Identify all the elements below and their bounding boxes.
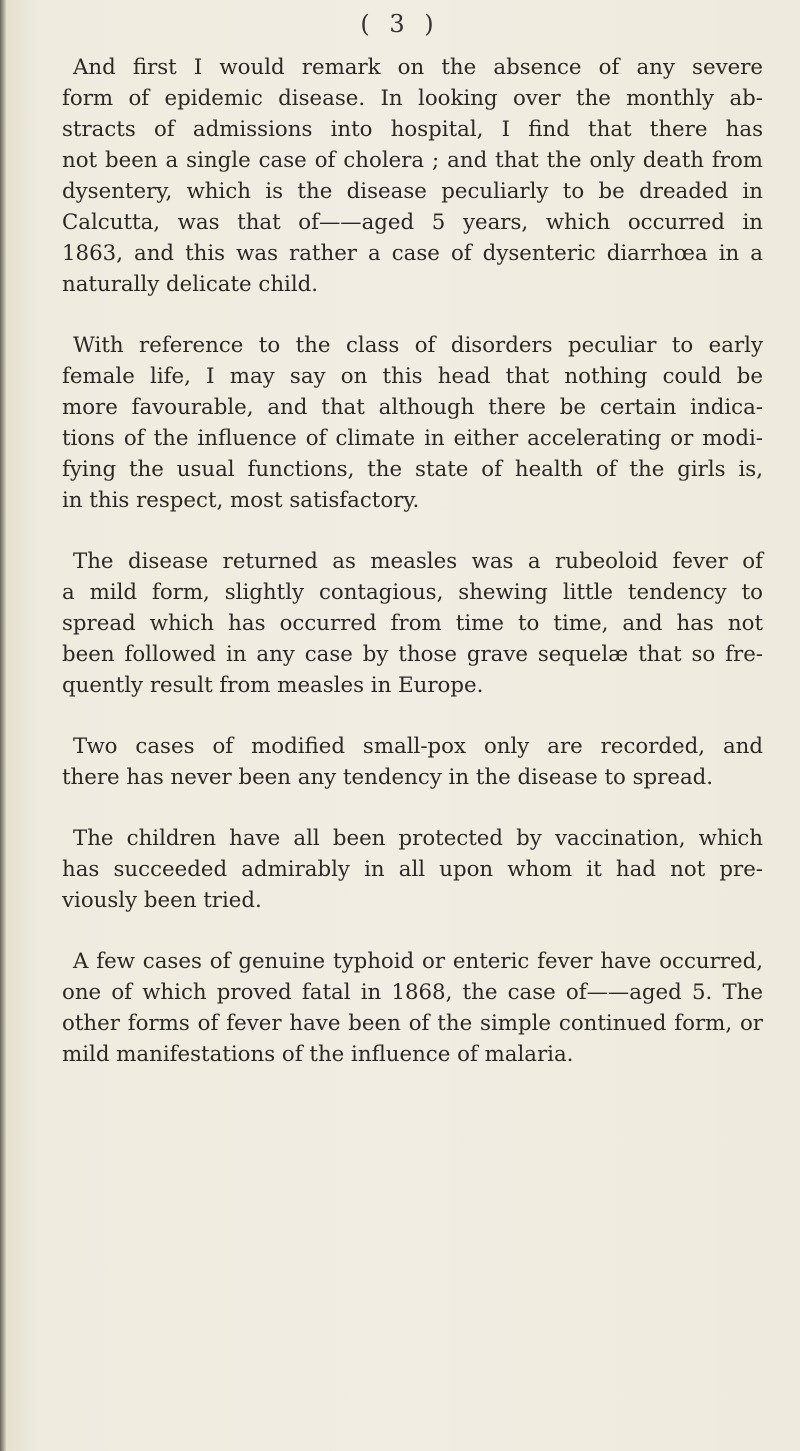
text-line: one of which proved fatal in 1868, the case of——aged 5. The xyxy=(62,980,763,1005)
text-line: And first I would remark on the absence of any severe xyxy=(73,55,763,80)
text-line: Two cases of modified small-pox only are recorded, and xyxy=(73,734,763,759)
book-spine-shadow xyxy=(0,0,6,1451)
paragraph-epidemic-disease xyxy=(62,52,763,300)
text-line: a mild form, slightly contagious, shewing little tendency to xyxy=(62,580,763,605)
text-line: been followed in any case by those grave sequelæ that so fre- xyxy=(62,642,763,667)
text-line: 1863, and this was rather a case of dysenteric diarrhœa in a xyxy=(62,241,763,266)
text-line: more favourable, and that although there be certain indica- xyxy=(62,395,763,420)
text-line: in this respect, most satisfactory. xyxy=(62,488,420,513)
text-line: not been a single case of cholera ; and that the only death from xyxy=(62,148,763,173)
paragraph-female-disorders xyxy=(62,330,763,516)
page-number: ( 3 ) xyxy=(360,10,440,38)
text-line: The children have all been protected by vaccination, which xyxy=(73,826,763,851)
text-line: quently result from measles in Europe. xyxy=(62,673,484,698)
text-line: Calcutta, was that of——aged 5 years, which occurred in xyxy=(62,210,763,235)
text-line: fying the usual functions, the state of health of the girls is, xyxy=(62,457,763,482)
text-line: tions of the influence of climate in either accelerating or modi- xyxy=(62,426,763,451)
body-text xyxy=(62,52,763,1100)
paragraph-vaccination xyxy=(62,823,763,916)
text-line: With reference to the class of disorders peculiar to early xyxy=(73,333,763,358)
paragraph-small-pox xyxy=(62,731,763,793)
text-line: A few cases of genuine typhoid or enteric fever have occurred, xyxy=(73,949,763,974)
text-line: spread which has occurred from time to time, and has not xyxy=(62,611,763,636)
text-line: viously been tried. xyxy=(62,888,262,913)
text-line: female life, I may say on this head that nothing could be xyxy=(62,364,763,389)
text-line: The disease returned as measles was a rubeoloid fever of xyxy=(73,549,763,574)
text-line: naturally delicate child. xyxy=(62,272,319,297)
paragraph-measles xyxy=(62,546,763,701)
text-line: has succeeded admirably in all upon whom it had not pre- xyxy=(62,857,763,882)
text-line: dysentery, which is the disease peculiarly to be dreaded in xyxy=(62,179,763,204)
text-line: stracts of admissions into hospital, I find that there has xyxy=(62,117,763,142)
text-line: there has never been any tendency in the disease to spread. xyxy=(62,765,714,790)
text-line: other forms of fever have been of the simple continued form, or xyxy=(62,1011,763,1036)
text-line: form of epidemic disease. In looking over the monthly ab- xyxy=(62,86,763,111)
paragraph-typhoid xyxy=(62,946,763,1070)
text-line: mild manifestations of the influence of malaria. xyxy=(62,1042,574,1067)
